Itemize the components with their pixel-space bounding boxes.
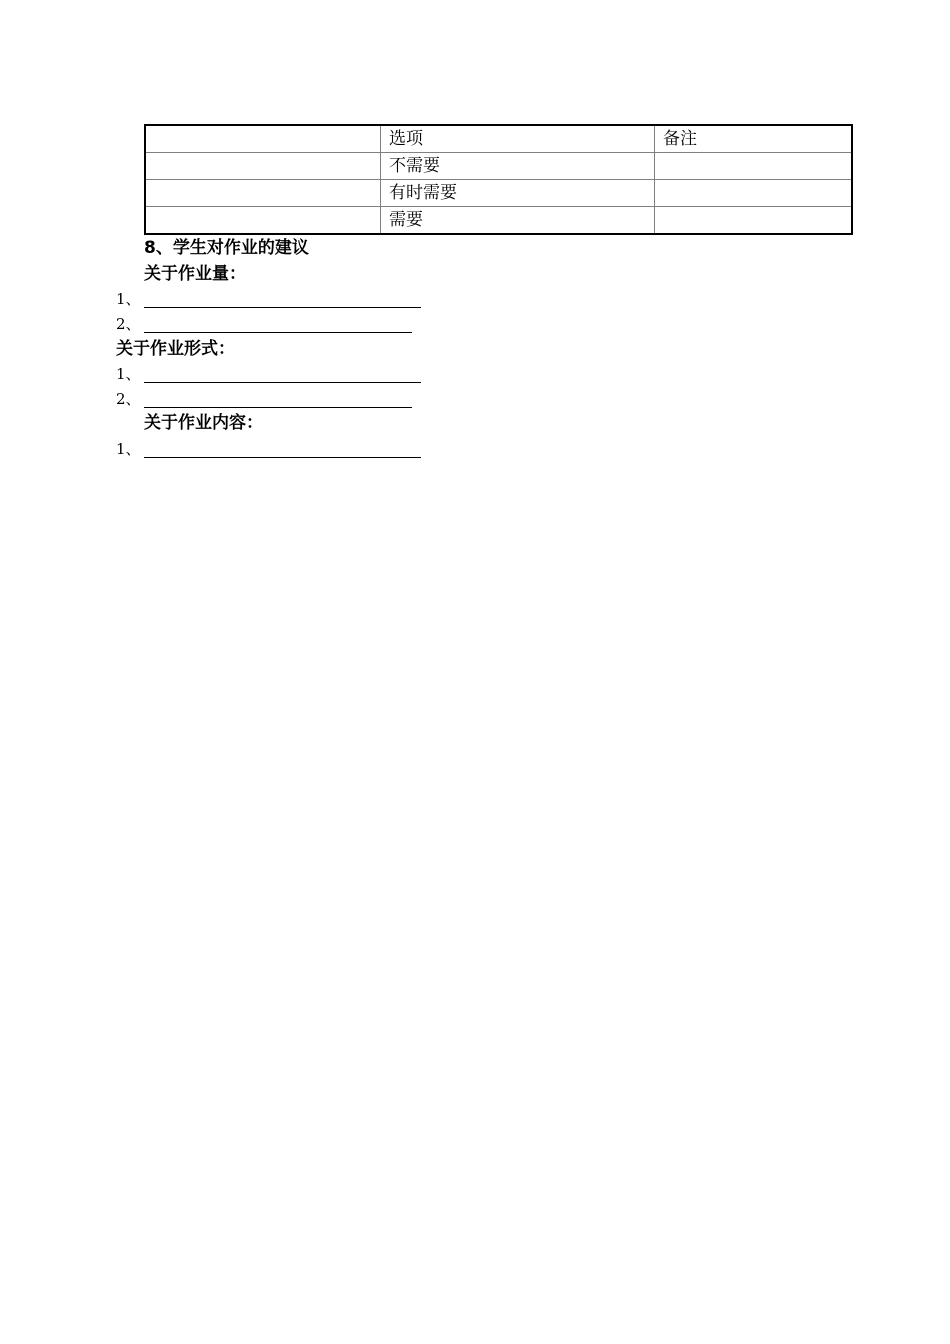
answer-blank[interactable] <box>144 318 412 333</box>
answer-blank[interactable] <box>144 393 412 408</box>
table-cell-remark <box>655 180 853 207</box>
content-item-1 <box>116 437 421 459</box>
section-title: 8、学生对作业的建议 <box>144 238 309 258</box>
item-number: 1、 <box>116 440 141 458</box>
answer-blank[interactable] <box>144 293 421 308</box>
form-heading: 关于作业形式： <box>116 339 235 359</box>
answer-blank[interactable] <box>144 368 421 383</box>
answer-blank[interactable] <box>144 443 421 458</box>
amount-heading: 关于作业量： <box>144 264 246 284</box>
table-cell <box>145 207 381 235</box>
survey-table <box>144 124 853 235</box>
table-row <box>145 207 852 235</box>
content-heading: 关于作业内容： <box>144 413 263 433</box>
amount-item-1 <box>116 287 421 309</box>
table-cell-option: 需要 <box>381 207 655 235</box>
item-number: 1、 <box>116 290 141 308</box>
table-cell-remark <box>655 207 853 235</box>
table-row <box>145 125 852 153</box>
amount-item-2 <box>116 312 412 334</box>
table-cell-option: 有时需要 <box>381 180 655 207</box>
table-header-remarks: 备注 <box>655 125 853 153</box>
table-cell <box>145 125 381 153</box>
form-item-2 <box>116 387 412 409</box>
table-row <box>145 153 852 180</box>
table-cell <box>145 153 381 180</box>
table-cell-option: 不需要 <box>381 153 655 180</box>
item-number: 2、 <box>116 390 141 408</box>
form-item-1 <box>116 362 421 384</box>
item-number: 2、 <box>116 315 141 333</box>
table-cell <box>145 180 381 207</box>
table-row <box>145 180 852 207</box>
table-cell-remark <box>655 153 853 180</box>
table-header-options: 选项 <box>381 125 655 153</box>
item-number: 1、 <box>116 365 141 383</box>
